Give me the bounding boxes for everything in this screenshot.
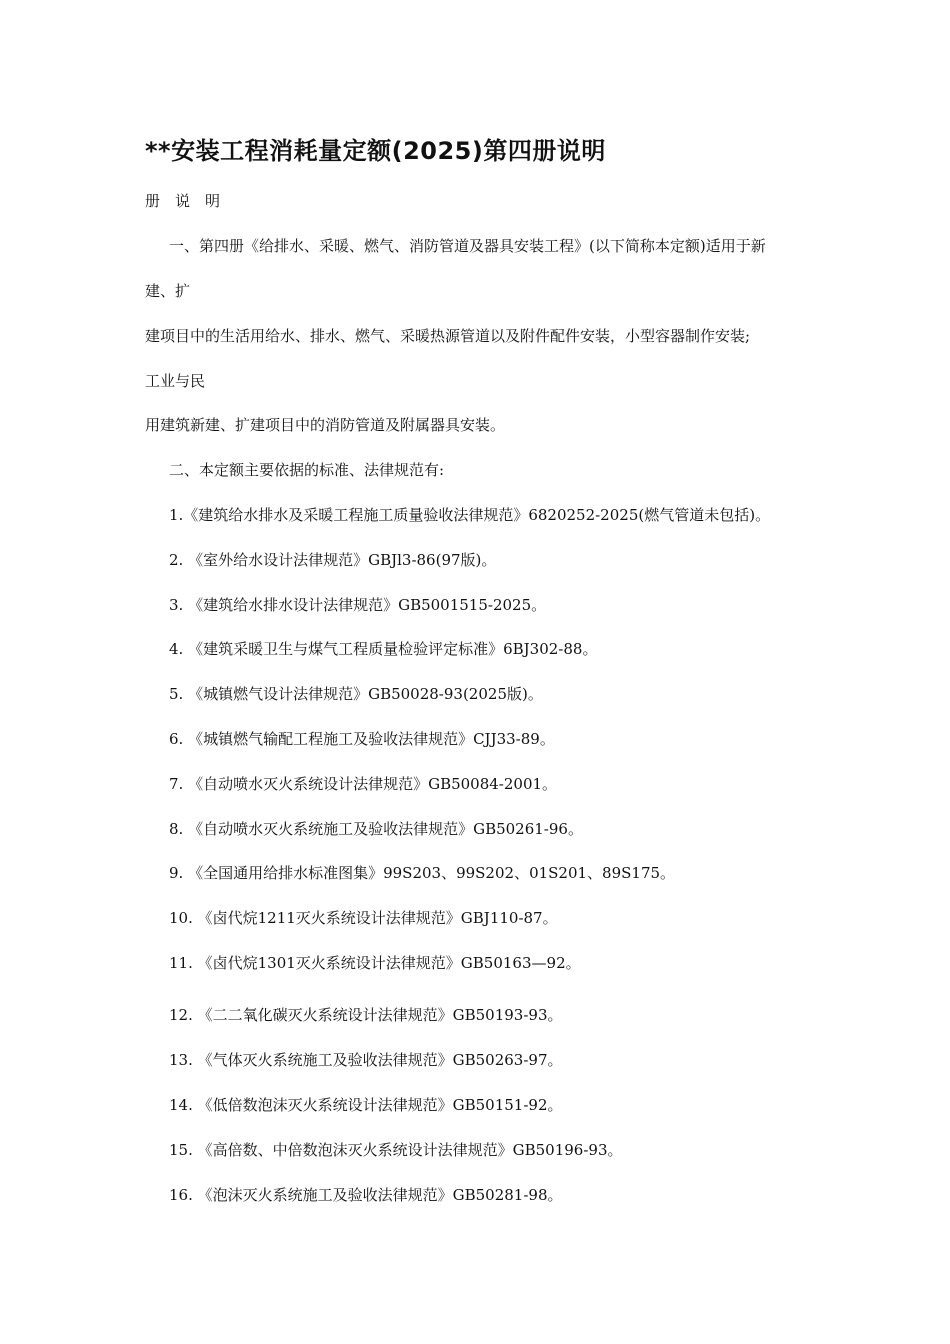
list-item: 5. 《城镇燃气设计法律规范》GB50028-93(2025版)。 <box>169 685 543 703</box>
list-item: 14. 《低倍数泡沫灭火系统设计法律规范》GB50151-92。 <box>169 1096 563 1114</box>
list-item: 16. 《泡沫灭火系统施工及验收法律规范》GB50281-98。 <box>169 1186 563 1204</box>
list-item: 3. 《建筑给水排水设计法律规范》GB5001515-2025。 <box>169 596 547 614</box>
paragraph-4: 二、本定额主要依据的标准、法律规范有: <box>169 461 445 479</box>
list-item: 9. 《全国通用给排水标准图集》99S203、99S202、01S201、89S175。 <box>169 864 676 882</box>
list-item: 10. 《卤代烷1211灭火系统设计法律规范》GBJ110-87。 <box>169 909 558 927</box>
list-item: 11. 《卤代烷1301灭火系统设计法律规范》GB50163—92。 <box>169 954 581 972</box>
list-item: 2. 《室外给水设计法律规范》GBJl3-86(97版)。 <box>169 551 497 569</box>
page-title: **安装工程消耗量定额(2025)第四册说明 <box>145 137 606 165</box>
paragraph-2-cont: 工业与民 <box>145 372 206 390</box>
list-item: 8. 《自动喷水灭火系统施工及验收法律规范》GB50261-96。 <box>169 820 583 838</box>
paragraph-1-cont: 建、扩 <box>145 282 191 300</box>
paragraph-3: 用建筑新建、扩建项目中的消防管道及附属器具安装。 <box>145 416 506 434</box>
paragraph-2: 建项目中的生活用给水、排水、燃气、采暖热源管道以及附件配件安装，小型容器制作安装; <box>145 327 751 345</box>
list-item: 7. 《自动喷水灭火系统设计法律规范》GB50084-2001。 <box>169 775 558 793</box>
list-item: 4. 《建筑采暖卫生与煤气工程质量检验评定标准》6BJ302-88。 <box>169 640 598 658</box>
paragraph-1: 一、第四册《给排水、采暖、燃气、消防管道及器具安装工程》(以下简称本定额)适用于新 <box>169 237 766 255</box>
list-item: 12. 《二二氧化碳灭火系统设计法律规范》GB50193-93。 <box>169 1006 563 1024</box>
list-item: 15. 《高倍数、中倍数泡沫灭火系统设计法律规范》GB50196-93。 <box>169 1141 623 1159</box>
list-item: 6. 《城镇燃气输配工程施工及验收法律规范》CJJ33-89。 <box>169 730 555 748</box>
list-item: 1.《建筑给水排水及采暖工程施工质量验收法律规范》6820252-2025(燃气管道未包括)。 <box>169 506 771 524</box>
section-heading: 册 说 明 <box>145 192 221 210</box>
list-item: 13. 《气体灭火系统施工及验收法律规范》GB50263-97。 <box>169 1051 563 1069</box>
